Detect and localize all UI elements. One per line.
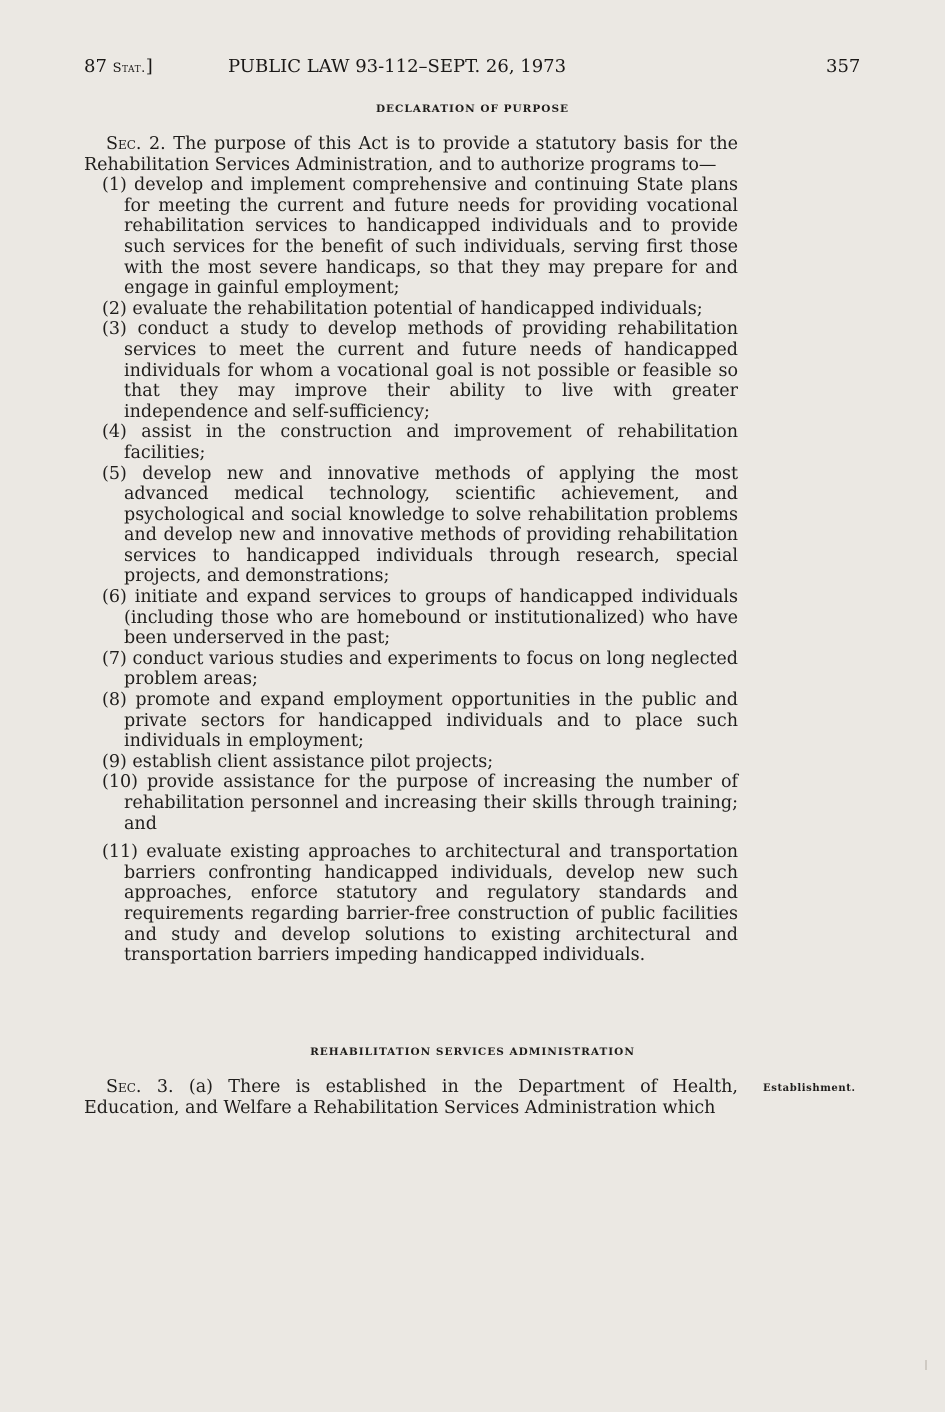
section-3-text: (a) There is established in the Department of Health, Education, and Welfare a Rehabilitation Services Administration which <box>84 1077 738 1118</box>
purpose-item-8: (8) promote and expand employment opportunities in the public and private sectors for handicapped individuals and to place such individuals in employment; <box>102 690 738 752</box>
section-2-intro <box>84 134 738 175</box>
margin-note-establishment: Establishment. <box>763 1083 856 1094</box>
section-2-label: Sec. 2. <box>106 134 166 154</box>
section-2-text: The purpose of this Act is to provide a statutory basis for the Rehabilitation Services Administration, and to authorize programs to— <box>84 134 738 175</box>
purpose-item-11: (11) evaluate existing approaches to architectural and transportation barriers confronting handicapped individuals, develop new such approaches, enforce statutory and regulatory standards and requirements regarding barrier-free construction of public facilities and study and develop solutions to existing architectural and transportation barriers impeding handicapped individuals. <box>102 842 738 966</box>
header-volume: 87 <box>84 56 113 77</box>
rsa-heading: REHABILITATION SERVICES ADMINISTRATION <box>310 1046 635 1058</box>
header-public-law-title: PUBLIC LAW 93-112–SEPT. 26, 1973 <box>228 56 567 77</box>
purpose-item-3: (3) conduct a study to develop methods of providing rehabilitation services to meet the current and future needs of handicapped individuals for whom a vocational goal is not possible or feasible so that they may improve their ability to live with greater independence and self-sufficiency; <box>102 319 738 422</box>
purpose-item-1: (1) develop and implement comprehensive and continuing State plans for meeting the current and future needs for providing vocational rehabilitation services to handicapped individuals and to provide such services for the benefit of such individuals, serving first those with the most severe handicaps, so that they may prepare for and engage in gainful employment; <box>102 175 738 299</box>
page-number: 357 <box>826 56 861 77</box>
header-bracket: ] <box>145 56 153 77</box>
purpose-item-10: (10) provide assistance for the purpose of increasing the number of rehabilitation personnel and increasing their skills through training; and <box>102 772 738 834</box>
purpose-item-4: (4) assist in the construction and improvement of rehabilitation facilities; <box>102 422 738 463</box>
header-statute-reference <box>84 56 153 77</box>
purpose-item-9: (9) establish client assistance pilot projects; <box>102 751 494 772</box>
scan-artifact <box>925 1360 927 1370</box>
purpose-item-2: (2) evaluate the rehabilitation potential of handicapped individuals; <box>102 298 703 319</box>
purpose-item-5: (5) develop new and innovative methods of applying the most advanced medical technology, scientific achievement, and psychological and social knowledge to solve rehabilitation problems and develop new and innovative methods of providing rehabilitation services to handicapped individuals through research, special projects, and demonstrations; <box>102 463 738 587</box>
purpose-item-6: (6) initiate and expand services to groups of handicapped individuals (including those who are homebound or institutionalized) who have been underserved in the past; <box>102 587 738 649</box>
section-3-text-block <box>84 1077 738 1118</box>
rsa-body <box>84 1077 738 1118</box>
purpose-item-7: (7) conduct various studies and experiments to focus on long neglected problem areas; <box>102 648 738 690</box>
declaration-body <box>84 134 738 966</box>
declaration-heading: DECLARATION OF PURPOSE <box>375 103 570 115</box>
section-3-label: Sec. 3. <box>106 1077 174 1097</box>
header-stat: Stat. <box>112 61 146 76</box>
